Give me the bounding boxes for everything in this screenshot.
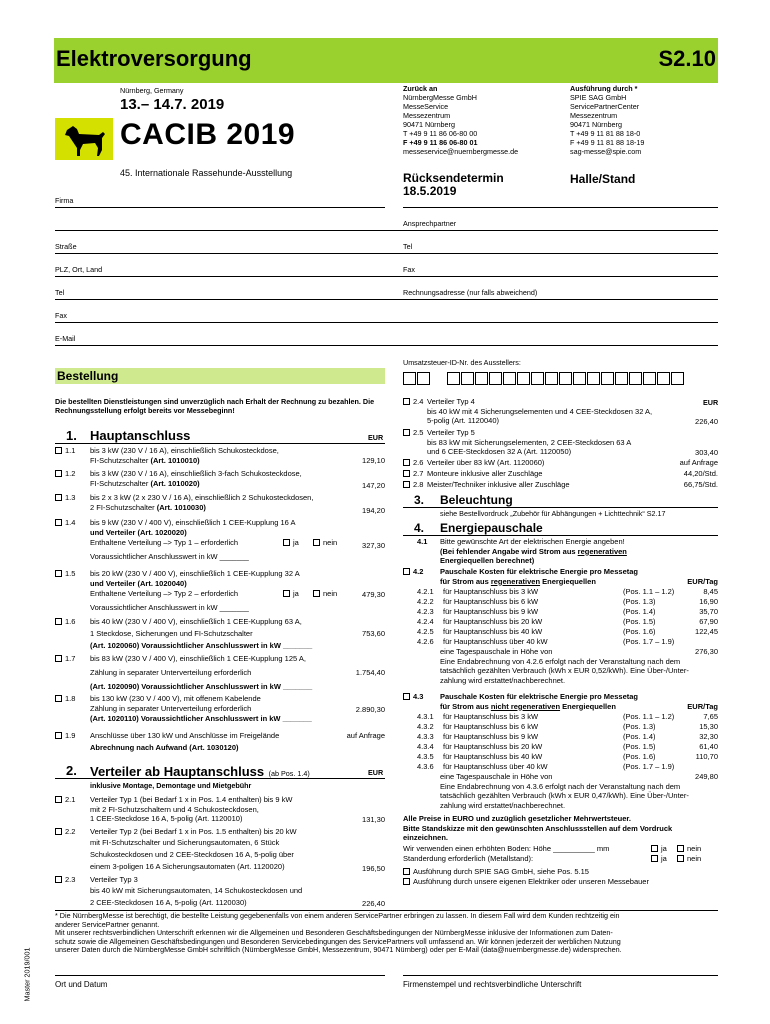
sec1-title: Hauptanschluss — [90, 428, 191, 443]
item-number: 4.3 — [413, 692, 424, 701]
rate-pos: (Pos. 1.7 – 1.9) — [623, 637, 675, 646]
item-article: (Art. 1010020) — [150, 478, 200, 488]
return-label: Zurück an — [403, 84, 438, 93]
item-price: 2.890,30 — [355, 705, 385, 714]
option-text: Ausführung durch unsere eigenen Elektriker oder unseren Messebauer — [413, 877, 649, 886]
rate-price: 122,45 — [695, 627, 718, 636]
deadline-date: 18.5.2019 — [403, 184, 457, 198]
item-desc-text: FI-Schutzschalter — [90, 478, 149, 488]
rate-price: 32,30 — [699, 732, 718, 741]
item-desc: mit FI-Schutzschalter und Sicherungsautomaten, 6 Stück — [90, 838, 280, 847]
rate-number: 4.2.6 — [417, 637, 434, 646]
return-address — [403, 84, 518, 156]
rate-row — [403, 637, 718, 647]
rate-pos: (Pos. 1.3) — [623, 722, 656, 731]
event-subtitle: 45. Internationale Rassehunde-Ausstellung — [120, 168, 293, 178]
deadline-label: Rücksendetermin — [403, 171, 504, 185]
item-desc: Verteiler Typ 2 (bei Bedarf 1 x in Pos. 1.5 enthalten) bis 20 kW — [90, 827, 297, 836]
item-desc — [90, 503, 206, 513]
return-line: 90471 Nürnberg — [403, 120, 455, 129]
master-code: Master 2019/001 — [22, 947, 32, 1002]
rate-pos: (Pos. 1.7 – 1.9) — [623, 762, 675, 771]
sec2-currency: EUR — [368, 768, 384, 777]
rate-row — [403, 752, 718, 762]
sec2-title: Verteiler ab Hauptanschluss — [90, 764, 265, 779]
rate-price: 7,65 — [703, 712, 718, 721]
right-currency: EUR — [703, 398, 719, 407]
item-number: 1.5 — [65, 569, 76, 578]
note-4-3-6 — [440, 772, 718, 810]
checkbox[interactable] — [403, 459, 410, 466]
question-text: Wir verwenden einen erhöhten Boden: Höhe __________ mm — [403, 844, 610, 853]
checkbox[interactable] — [403, 481, 410, 488]
rate-desc: für Hauptanschluss bis 6 kW — [443, 597, 539, 606]
rate-pos: (Pos. 1.3) — [623, 597, 656, 606]
rate-desc: für Hauptanschluss bis 9 kW — [443, 607, 539, 616]
item-article: (Art. 1010010) — [150, 455, 200, 465]
dog-logo-icon — [55, 118, 113, 160]
checkbox[interactable] — [55, 828, 62, 835]
item-desc: bis 2 x 3 kW (2 x 230 V / 16 A), einschließlich 2 Schukosteckdosen, — [90, 493, 314, 502]
return-fax: F +49 9 11 86 06-80 01 — [403, 138, 478, 147]
item-desc — [90, 479, 200, 489]
rate-price: 16,90 — [699, 597, 718, 606]
field-label-invoice-address: Rechnungsadresse (nur falls abweichend) — [403, 288, 538, 297]
item-desc-text: für Strom aus — [440, 576, 491, 586]
checkbox[interactable] — [403, 878, 410, 885]
item-desc: Enthaltene Verteilung –> Typ 2 – erforderlich — [90, 589, 239, 598]
rate-pos: (Pos. 1.1 – 1.2) — [623, 587, 675, 596]
rate-price: 35,70 — [699, 607, 718, 616]
sec2-title-suffix: (ab Pos. 1.4) — [268, 769, 310, 778]
return-email: messeservice@nuernbergmesse.de — [403, 147, 519, 156]
rate-pos: (Pos. 1.6) — [623, 752, 656, 761]
field-label-fax-contact: Fax — [403, 265, 415, 274]
field-label-firma: Firma — [55, 196, 74, 205]
checkbox-nein[interactable] — [677, 845, 684, 852]
item-desc-underlined: regenerativen — [490, 576, 541, 586]
rate-price: 8,45 — [703, 587, 718, 596]
field-label-tel: Tel — [55, 288, 65, 297]
execution-line: SPIE SAG GmbH — [570, 93, 627, 102]
sec3-title: Beleuchtung — [440, 493, 513, 507]
item-desc: 5-polig (Art. 1120040) — [427, 416, 499, 426]
item-price: 196,50 — [362, 864, 385, 873]
item-price: 753,60 — [362, 629, 385, 638]
item-number: 2.5 — [413, 428, 424, 437]
field-label-email: E-Mail — [55, 334, 76, 343]
execution-line: sag-messe@spie.com — [570, 147, 642, 156]
event-name: CACIB 2019 — [120, 118, 296, 151]
execution-line: T +49 9 11 81 88 18-0 — [570, 129, 641, 138]
item-price: 226,40 — [695, 417, 718, 426]
note-line: zahlung wird erstattet/nachberechnet. — [440, 800, 566, 810]
item-desc — [440, 702, 616, 712]
rate-pos: (Pos. 1.4) — [623, 607, 656, 616]
item-number: 2.8 — [413, 480, 424, 489]
item-desc: bis 3 kW (230 V / 16 A), einschließlich 3-fach Schukosteckdose, — [90, 469, 302, 478]
eur-tag-label: EUR/Tag — [687, 702, 718, 711]
item-desc-underlined: regenerativen — [577, 546, 627, 556]
item-desc: Pauschale Kosten für elektrische Energie pro Messetag — [440, 567, 638, 576]
item-desc-text: 2 FI-Schutzschalter — [90, 502, 155, 512]
signature-place-date: Ort und Datum — [55, 980, 108, 989]
rate-pos: (Pos. 1.4) — [623, 732, 656, 741]
checkbox[interactable] — [55, 494, 62, 501]
checkbox[interactable] — [55, 876, 62, 883]
eur-tag-label: EUR/Tag — [687, 577, 718, 586]
rate-number: 4.3.6 — [417, 762, 434, 771]
return-line: Messezentrum — [403, 111, 451, 120]
item-desc-text: (Bei fehlender Angabe wird Strom aus — [440, 546, 578, 556]
checkbox[interactable] — [403, 693, 410, 700]
footer-line: * Die NürnbergMesse ist berechtigt, die bestellte Leistung gegebenenfalls von einem anderen ServicePartner erbringen zu lassen. In diesem Fall wird dem Kunden rechtzeitig ein — [55, 911, 620, 920]
checkbox[interactable] — [403, 470, 410, 477]
item-desc: mit 2 FI-Schutzschaltern und 4 Schukosteckdosen, — [90, 804, 259, 814]
page-title: Elektroversorgung — [56, 46, 252, 71]
item-desc: 2 CEE-Steckdosen 16 A, 5-polig (Art. 1120030) — [90, 898, 247, 907]
item-4-1 — [403, 537, 718, 566]
item-desc: bis 20 kW (230 V / 400 V), einschließlich 1 CEE-Kupplung 32 A — [90, 569, 300, 578]
checkbox[interactable] — [55, 732, 62, 739]
item-1-9[interactable] — [55, 731, 385, 752]
order-title: Bestellung — [57, 369, 119, 383]
rate-row — [403, 732, 718, 742]
item-desc: (Art. 1020110) Voraussichtlicher Anschlusswert in kW _______ — [90, 714, 312, 723]
rate-desc: für Hauptanschluss bis 9 kW — [443, 732, 539, 741]
rate-number: 4.2.3 — [417, 607, 434, 616]
item-desc: Enthaltene Verteilung –> Typ 1 – erforderlich — [90, 538, 239, 547]
vat-id-boxes[interactable] — [403, 372, 685, 386]
item-desc-text: für Strom aus — [440, 701, 491, 711]
item-price: 66,75/Std. — [683, 480, 718, 489]
checkbox[interactable] — [55, 655, 62, 662]
rate-row — [403, 627, 718, 637]
execution-address — [570, 84, 644, 156]
item-desc: bis 83 kW (230 V / 400 V), einschließlich 1 CEE-Kupplung 125 A, — [90, 654, 306, 663]
execution-line: 90471 Nürnberg — [570, 120, 622, 129]
rate-row — [403, 587, 718, 597]
item-price: 479,30 — [362, 590, 385, 599]
item-number: 4.2 — [413, 567, 424, 576]
item-desc — [440, 547, 627, 557]
rate-pos: (Pos. 1.6) — [623, 627, 656, 636]
item-desc: Zählung in separater Unterverteilung erforderlich — [90, 704, 252, 713]
item-desc: bis 83 kW mit Sicherungselementen, 2 CEE-Steckdosen 63 A — [427, 437, 632, 447]
item-number: 2.1 — [65, 795, 76, 804]
item-desc: und Verteiler (Art. 1020020) — [90, 527, 187, 537]
event-dates: 13.– 14.7. 2019 — [120, 96, 225, 113]
footer-legal — [55, 912, 723, 955]
nein-label: nein — [323, 589, 338, 598]
ja-label: ja — [661, 854, 667, 863]
item-desc-text: Energiequellen — [540, 576, 596, 586]
order-note: Die bestellten Dienstleistungen sind unverzüglich nach Erhalt der Rechnung zu bezahlen. Die Rechnungsstellung erfolgt bereits vor Messebeginn! — [55, 397, 375, 415]
checkbox[interactable] — [403, 398, 410, 405]
item-price: 147,20 — [362, 481, 385, 490]
ja-label: ja — [661, 844, 667, 853]
item-desc: Verteiler Typ 5 — [427, 428, 475, 437]
checkbox[interactable] — [403, 868, 410, 875]
item-desc: bis 40 kW mit Sicherungsautomaten, 14 Schukosteckdosen und — [90, 886, 303, 895]
rate-number: 4.3.3 — [417, 732, 434, 741]
price-notes — [403, 814, 718, 843]
item-desc: Meister/Techniker inklusive aller Zuschläge — [427, 480, 570, 489]
note-line: Bitte Standskizze mit den gewünschten Anschlussstellen auf dem Vordruck — [403, 823, 673, 833]
checkbox[interactable] — [55, 695, 62, 702]
note-line: Alle Preise in EURO und zuzüglich gesetzlicher Mehrwertsteuer. — [403, 814, 631, 823]
rate-row — [403, 607, 718, 617]
execution-line: Messezentrum — [570, 111, 618, 120]
item-desc: bis 40 kW mit 4 Sicherungselementen und 4 CEE-Steckdosen 32 A, — [427, 406, 653, 416]
checkbox-nein[interactable] — [313, 539, 320, 546]
return-phone: T +49 9 11 86 06-80 00 — [403, 129, 478, 138]
item-number: 2.6 — [413, 458, 424, 467]
item-desc: bis 3 kW (230 V / 16 A), einschließlich Schukosteckdose, — [90, 446, 279, 455]
item-desc: (Art. 1020090) Voraussichtlicher Anschlusswert in kW _______ — [90, 682, 313, 691]
rate-row — [403, 597, 718, 607]
note-line: eine Tagespauschale in Höhe von — [440, 772, 553, 781]
item-price: auf Anfrage — [346, 731, 385, 740]
rate-number: 4.3.5 — [417, 752, 434, 761]
item-desc: bis 9 kW (230 V / 400 V), einschließlich 1 CEE-Kupplung 16 A — [90, 518, 296, 527]
checkbox[interactable] — [55, 470, 62, 477]
item-desc: Bitte gewünschte Art der elektrischen Energie angeben! — [440, 537, 625, 546]
item-desc: Abrechnung nach Aufwand (Art. 1030120) — [90, 743, 239, 752]
item-desc: 1 CEE-Steckdose 16 A, 5-polig (Art. 1120010) — [90, 814, 243, 824]
rate-desc: für Hauptanschluss bis 20 kW — [443, 742, 543, 751]
item-desc: Voraussichtlicher Anschlusswert in kW _______ — [90, 552, 249, 561]
item-price: auf Anfrage — [679, 458, 718, 467]
rate-number: 4.2.5 — [417, 627, 434, 636]
item-desc: 1 Steckdose, Sicherungen und FI-Schutzschalter — [90, 629, 253, 638]
item-desc-underlined: nicht regenerativen — [490, 701, 561, 711]
item-price: 129,10 — [362, 456, 385, 465]
item-price: 327,30 — [362, 541, 385, 550]
note-4-2-6 — [440, 647, 718, 685]
item-desc-text: FI-Schutzschalter — [90, 455, 149, 465]
rate-number: 4.2.2 — [417, 597, 434, 606]
sec1-currency: EUR — [368, 433, 384, 442]
item-desc: Verteiler Typ 3 — [90, 875, 138, 884]
rate-number: 4.3.2 — [417, 722, 434, 731]
checkbox-ja[interactable] — [283, 590, 290, 597]
item-number: 2.4 — [413, 397, 424, 406]
item-desc: Zählung in separater Unterverteilung erforderlich — [90, 668, 252, 677]
vat-label: Umsatzsteuer-ID-Nr. des Ausstellers: — [403, 358, 521, 367]
item-desc: Voraussichtlicher Anschlusswert in kW _______ — [90, 603, 249, 612]
item-desc: Verteiler Typ 4 — [427, 397, 475, 406]
item-desc: bis 130 kW (230 V / 400 V), mit offenem Kabelende — [90, 694, 261, 703]
item-price: 276,30 — [695, 647, 718, 656]
checkbox-nein[interactable] — [313, 590, 320, 597]
checkbox-ja[interactable] — [651, 855, 658, 862]
note-line: Eine Endabrechnung von 4.3.6 erfolgt nach der Veranstaltung nach dem — [440, 781, 681, 791]
checkbox-ja[interactable] — [651, 845, 658, 852]
item-2-6[interactable] — [403, 458, 718, 468]
item-desc: (Art. 1020060) Voraussichtlicher Anschlusswert in kW _______ — [90, 641, 313, 650]
item-number: 1.9 — [65, 731, 76, 740]
item-number: 4.1 — [417, 537, 428, 546]
note-line: tatsächlich gezählten Verbrauch (kWh x EUR 0,47/kWh). Eine Über-/Unter- — [440, 791, 689, 801]
item-number: 1.1 — [65, 446, 76, 455]
ja-label: ja — [293, 538, 299, 547]
item-price: 249,80 — [695, 772, 718, 781]
option-own-electrician[interactable] — [403, 877, 718, 887]
sec2-number: 2. — [66, 763, 77, 778]
note-line: eine Tagespauschale in Höhe von — [440, 647, 553, 656]
checkbox[interactable] — [55, 570, 62, 577]
sec3-note: siehe Bestellvordruck „Zubehör für Abhängungen + Lichttechnik“ S2.17 — [440, 509, 666, 518]
return-line: NürnbergMesse GmbH — [403, 93, 477, 102]
item-price: 1.754,40 — [355, 668, 385, 677]
rate-row — [403, 762, 718, 772]
sec4-number: 4. — [414, 521, 425, 535]
rate-pos: (Pos. 1.5) — [623, 742, 656, 751]
item-number: 1.3 — [65, 493, 76, 502]
rate-price: 15,30 — [699, 722, 718, 731]
sec1-number: 1. — [66, 428, 77, 443]
item-desc: Anschlüsse über 130 kW und Anschlüsse im Freigelände — [90, 731, 280, 740]
rate-row — [403, 712, 718, 722]
item-price: 194,20 — [362, 506, 385, 515]
item-price: 226,40 — [362, 899, 385, 908]
item-2-7[interactable] — [403, 469, 718, 479]
item-desc: und Verteiler (Art. 1020040) — [90, 578, 187, 588]
execution-line: ServicePartnerCenter — [570, 102, 640, 111]
rate-row — [403, 742, 718, 752]
item-desc: bis 40 kW (230 V / 400 V), einschließlich 1 CEE-Kupplung 63 A, — [90, 617, 302, 626]
rate-desc: für Hauptanschluss bis 40 kW — [443, 627, 543, 636]
rate-pos: (Pos. 1.5) — [623, 617, 656, 626]
item-article: (Art. 1010030) — [156, 502, 206, 512]
item-desc — [440, 577, 596, 587]
note-line: tatsächlich gezählten Verbrauch (kWh x EUR 0,52/kWh). Eine Über-/Unter- — [440, 666, 689, 676]
item-number: 1.6 — [65, 617, 76, 626]
note-line: Eine Endabrechnung von 4.2.6 erfolgt nach der Veranstaltung nach dem — [440, 656, 681, 666]
footer-line: unserer Daten durch die NürnbergMesse GmbH schriftlich (NürnbergMesse GmbH, Messezentrum, 90471 Nürnberg) oder per E-Mail (data@nuernbergmesse.de) widersprechen. — [55, 945, 622, 955]
return-line: MesseService — [403, 102, 449, 111]
sec4-title: Energiepauschale — [440, 521, 543, 535]
rate-row — [403, 722, 718, 732]
hall-stand-label: Halle/Stand — [570, 172, 636, 186]
rate-desc: für Hauptanschluss über 40 kW — [443, 762, 548, 771]
rate-price: 110,70 — [695, 752, 718, 761]
ja-label: ja — [293, 589, 299, 598]
nein-label: nein — [323, 538, 338, 547]
checkbox-ja[interactable] — [283, 539, 290, 546]
field-label-fax: Fax — [55, 311, 67, 320]
item-price: 131,30 — [362, 815, 385, 824]
rate-desc: für Hauptanschluss bis 3 kW — [443, 712, 539, 721]
execution-line: F +49 9 11 81 88 18-19 — [570, 138, 645, 147]
grounding-question — [403, 854, 718, 864]
checkbox[interactable] — [403, 568, 410, 575]
item-desc: einem 3-poligen 16 A Sicherungsautomaten (Art. 1120020) — [90, 862, 285, 871]
rate-price: 67,90 — [699, 617, 718, 626]
item-desc: Verteiler über 83 kW (Art. 1120060) — [427, 458, 545, 467]
event-location: Nürnberg, Germany — [120, 86, 184, 95]
checkbox[interactable] — [55, 618, 62, 625]
footer-line: Mit unserer rechtsverbindlichen Unterschrift erkennen wir die Allgemeinen und Besonderen Geschäftsbedingungen der NürnbergMesse inklusive der Informationen zum Daten- — [55, 928, 613, 938]
field-label-ansprechpartner: Ansprechpartner — [403, 219, 457, 228]
raised-floor-question — [403, 844, 718, 854]
item-2-8[interactable] — [403, 480, 718, 490]
rate-number: 4.3.1 — [417, 712, 434, 721]
deadline — [403, 172, 504, 198]
checkbox[interactable] — [403, 429, 410, 436]
option-text: Ausführung durch SPIE SAG GmbH, siehe Pos. 5.15 — [413, 867, 589, 876]
item-number: 2.3 — [65, 875, 76, 884]
nein-label: nein — [687, 854, 702, 863]
checkbox[interactable] — [55, 796, 62, 803]
field-label-tel-contact: Tel — [403, 242, 413, 251]
rate-number: 4.3.4 — [417, 742, 434, 751]
item-price: 303,40 — [695, 448, 718, 457]
execution-label: Ausführung durch * — [570, 84, 638, 93]
checkbox[interactable] — [55, 447, 62, 454]
item-number: 1.7 — [65, 654, 76, 663]
item-number: 1.2 — [65, 469, 76, 478]
signature-company: Firmenstempel und rechtsverbindliche Unterschrift — [403, 980, 582, 989]
sec2-subtitle: inklusive Montage, Demontage und Mietgebühr — [90, 781, 252, 790]
item-number: 1.8 — [65, 694, 76, 703]
footer-line: anderer ServicePartner genannt. — [55, 919, 160, 929]
rate-desc: für Hauptanschluss über 40 kW — [443, 637, 548, 646]
rate-number: 4.2.4 — [417, 617, 434, 626]
rate-price: 61,40 — [699, 742, 718, 751]
item-desc: Monteure inklusive aller Zuschläge — [427, 469, 543, 478]
item-desc — [90, 456, 200, 466]
rate-desc: für Hauptanschluss bis 6 kW — [443, 722, 539, 731]
item-desc: Energiequellen berechnet) — [440, 556, 535, 566]
nein-label: nein — [687, 844, 702, 853]
checkbox[interactable] — [55, 519, 62, 526]
rate-pos: (Pos. 1.1 – 1.2) — [623, 712, 675, 721]
field-label-plz: PLZ, Ort, Land — [55, 265, 103, 274]
note-line: zahlung wird erstattet/nachberechnet. — [440, 675, 566, 685]
rate-desc: für Hauptanschluss bis 3 kW — [443, 587, 539, 596]
rate-number: 4.2.1 — [417, 587, 434, 596]
checkbox-nein[interactable] — [677, 855, 684, 862]
field-label-strasse: Straße — [55, 242, 77, 251]
option-spie[interactable] — [403, 867, 718, 877]
note-line: einzeichnen. — [403, 833, 449, 843]
item-number: 2.2 — [65, 827, 76, 836]
question-text: Standerdung erforderlich (Metallstand): — [403, 854, 534, 863]
rate-desc: für Hauptanschluss bis 20 kW — [443, 617, 543, 626]
item-price: 44,20/Std. — [683, 469, 718, 478]
item-desc: Pauschale Kosten für elektrische Energie pro Messetag — [440, 692, 638, 701]
sec3-number: 3. — [414, 493, 425, 507]
item-desc: und 6 CEE-Steckdosen 32 A (Art. 1120050) — [427, 447, 572, 457]
rate-desc: für Hauptanschluss bis 40 kW — [443, 752, 543, 761]
footer-line: schutz sowie die Allgemeinen Geschäftsbedingungen und Besonderen Servicebedingungen des ServicePartners voll umfassend an. Wir können jederzeit der werblichen Nutzung — [55, 936, 621, 946]
item-desc: Schukosteckdosen und 2 CEE-Steckdosen 16 A, 5-polig über — [90, 850, 294, 859]
item-number: 1.4 — [65, 518, 76, 527]
rate-row — [403, 617, 718, 627]
form-code: S2.10 — [658, 46, 716, 71]
item-number: 2.7 — [413, 469, 424, 478]
item-desc-text: Energiequellen — [560, 701, 616, 711]
item-desc: Verteiler Typ 1 (bei Bedarf 1 x in Pos. 1.4 enthalten) bis 9 kW — [90, 795, 293, 804]
